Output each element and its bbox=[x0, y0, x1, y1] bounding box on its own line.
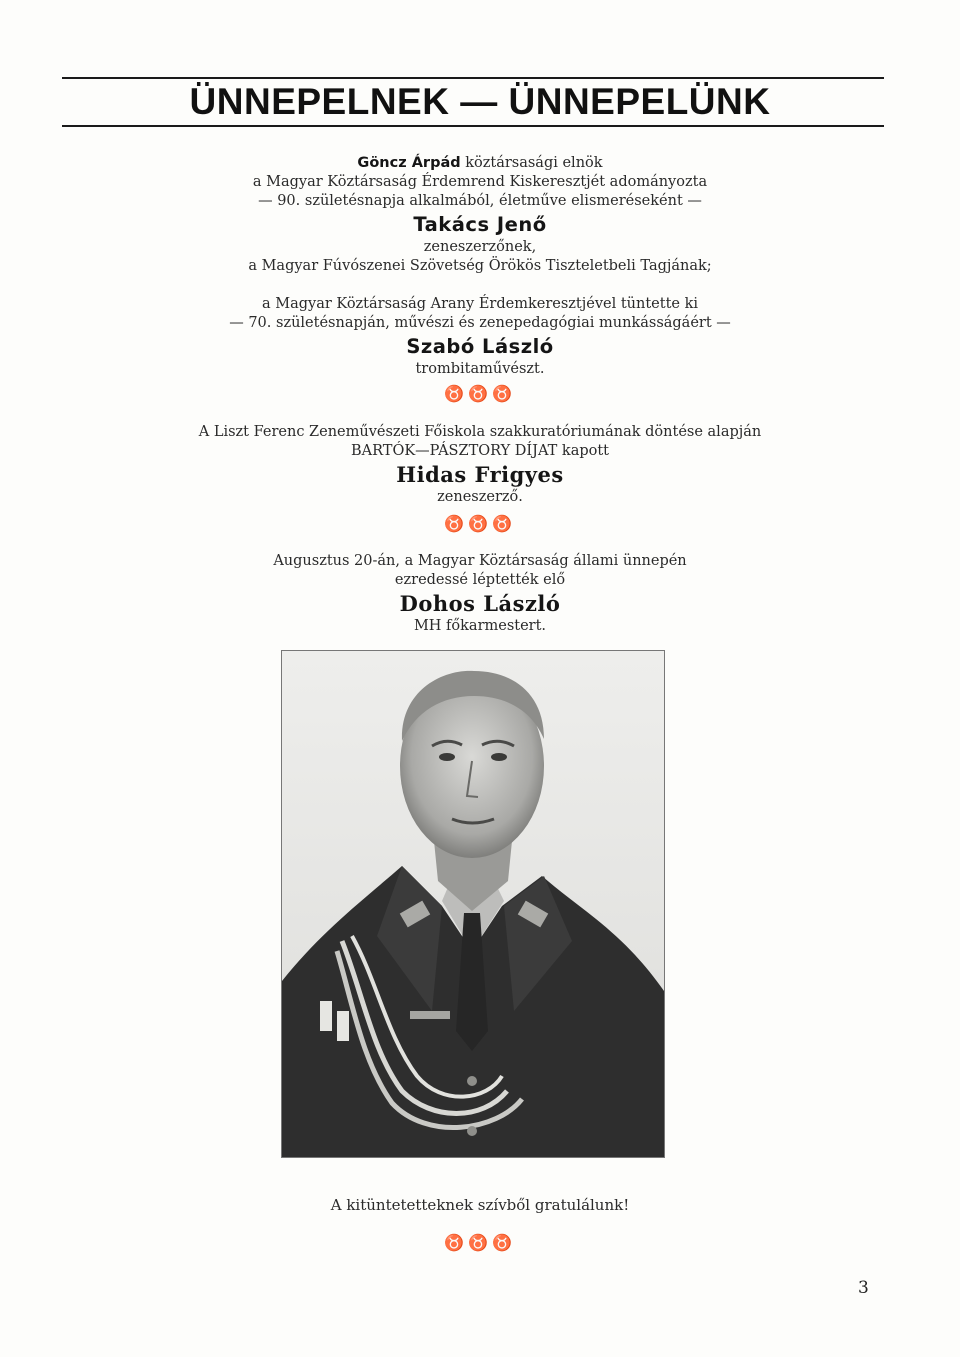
ornament-divider: ♉♉♉ bbox=[444, 514, 516, 533]
promotion-line: ezredessé léptették elő bbox=[394, 572, 566, 588]
section-goncz bbox=[0, 154, 960, 276]
occasion-line: Augusztus 20-án, a Magyar Köztársaság állami ünnepén bbox=[273, 553, 687, 569]
section-dohos bbox=[0, 552, 960, 636]
award-line: a Magyar Köztársaság Érdemrend Kiskeresztjét adományozta bbox=[252, 174, 708, 190]
officer-portrait-illustration bbox=[282, 651, 664, 1157]
award-giver-line bbox=[0, 154, 960, 173]
ornament-divider: ♉♉♉ bbox=[444, 1233, 516, 1252]
honoree-role: zeneszerzőnek, bbox=[423, 239, 537, 255]
portrait-photo bbox=[281, 650, 665, 1158]
award-line: a Magyar Köztársaság Arany Érdemkeresztjével tüntette ki bbox=[261, 296, 699, 312]
giver-name: Göncz Árpád bbox=[357, 155, 461, 171]
honoree-name: Szabó László bbox=[406, 335, 554, 358]
honorary-title-line: a Magyar Fúvószenei Szövetség Örökös Tiszteletbeli Tagjának; bbox=[248, 258, 712, 274]
section-hidas bbox=[0, 423, 960, 507]
honoree-name: Dohos László bbox=[399, 591, 561, 616]
ornament-divider: ♉♉♉ bbox=[444, 384, 516, 403]
honoree-name: Takács Jenő bbox=[413, 213, 547, 236]
closing-congratulation: A kitüntetetteknek szívből gratulálunk! bbox=[330, 1196, 630, 1214]
page-headline: ÜNNEPELNEK — ÜNNEPELÜNK bbox=[189, 81, 771, 122]
award-basis-line: A Liszt Ferenc Zeneművészeti Főiskola szakkuratóriumának döntése alapján bbox=[198, 424, 762, 440]
award-line: BARTÓK—PÁSZTORY DÍJAT kapott bbox=[350, 443, 610, 459]
occasion-line: — 90. születésnapja alkalmából, életműve elismeréseként — bbox=[258, 193, 702, 209]
section-szabo bbox=[0, 295, 960, 379]
header-bottom-rule bbox=[62, 125, 884, 127]
honoree-name: Hidas Frigyes bbox=[396, 462, 564, 487]
honoree-role: zeneszerző. bbox=[437, 489, 523, 505]
page-number: 3 bbox=[858, 1278, 869, 1298]
honoree-role: trombitaművészt. bbox=[415, 361, 545, 377]
occasion-line: — 70. születésnapján, művészi és zenepedagógiai munkásságáért — bbox=[229, 315, 731, 331]
honoree-role: MH főkarmestert. bbox=[413, 618, 547, 634]
giver-title: köztársasági elnök bbox=[460, 155, 603, 171]
